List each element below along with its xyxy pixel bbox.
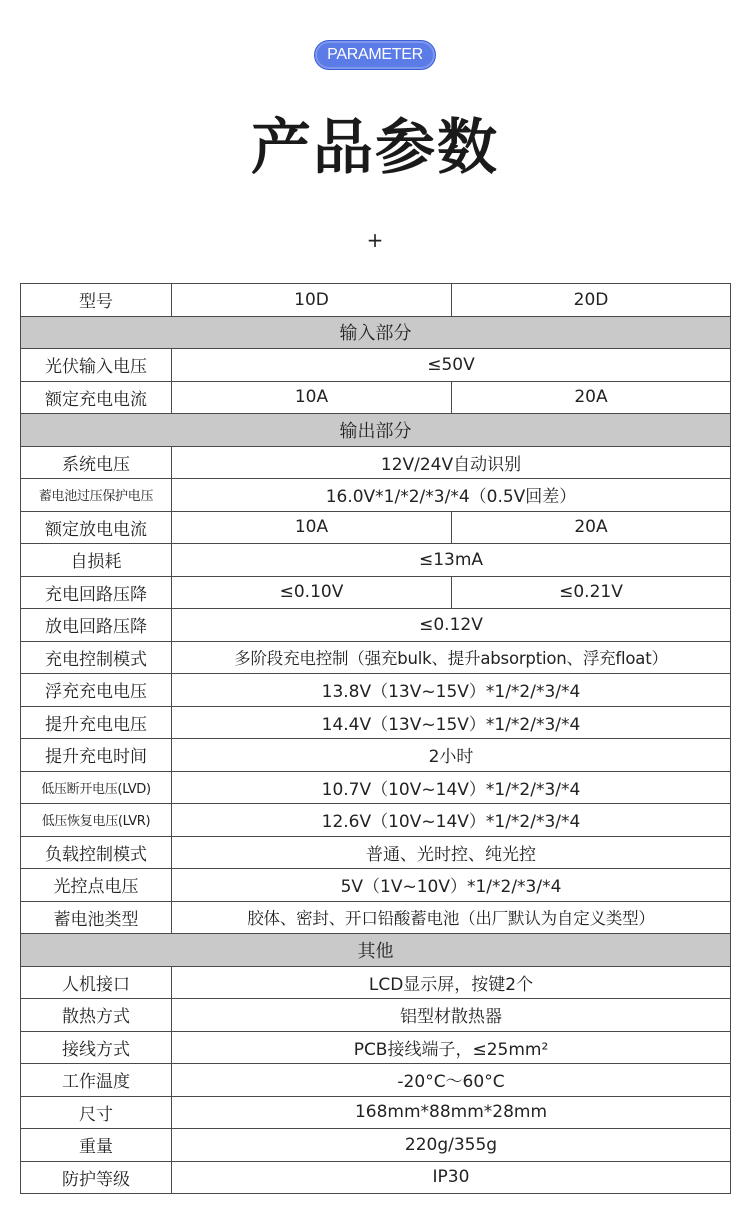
model-20d: 20D xyxy=(452,284,731,317)
table-row xyxy=(21,1031,731,1064)
row-label: 重量 xyxy=(21,1129,172,1162)
row-label: 工作温度 xyxy=(21,1064,172,1097)
row-label: 充电回路压降 xyxy=(21,576,172,609)
row-value-10d: 10A xyxy=(172,511,452,544)
parameter-table xyxy=(20,283,731,1194)
row-label: 放电回路压降 xyxy=(21,609,172,642)
parameter-badge: PARAMETER xyxy=(314,40,436,70)
table-row xyxy=(21,901,731,934)
row-value-20d: 20A xyxy=(452,511,731,544)
row-label: 提升充电电压 xyxy=(21,706,172,739)
row-value: 胶体、密封、开口铅酸蓄电池（出厂默认为自定义类型） xyxy=(172,901,731,934)
table-row xyxy=(21,966,731,999)
table-row xyxy=(21,511,731,544)
row-label: 自损耗 xyxy=(21,544,172,577)
row-label: 额定放电电流 xyxy=(21,511,172,544)
row-label: 负载控制模式 xyxy=(21,836,172,869)
row-value: 普通、光时控、纯光控 xyxy=(172,836,731,869)
table-row xyxy=(21,576,731,609)
section-header-row xyxy=(21,934,731,967)
row-value: 14.4V（13V~15V）*1/*2/*3/*4 xyxy=(172,706,731,739)
table-row xyxy=(21,999,731,1032)
table-row xyxy=(21,674,731,707)
row-label: 防护等级 xyxy=(21,1161,172,1194)
table-header-row xyxy=(21,284,731,317)
row-value: 2小时 xyxy=(172,739,731,772)
table-row xyxy=(21,349,731,382)
row-value-10d: 10A xyxy=(172,381,452,414)
plus-icon: + xyxy=(366,228,384,252)
model-10d: 10D xyxy=(172,284,452,317)
table-row xyxy=(21,609,731,642)
table-row xyxy=(21,706,731,739)
row-value: ≤13mA xyxy=(172,544,731,577)
row-label: 接线方式 xyxy=(21,1031,172,1064)
table-row xyxy=(21,1129,731,1162)
parameter-table-body xyxy=(21,284,731,1194)
table-row xyxy=(21,1096,731,1129)
row-label: 人机接口 xyxy=(21,966,172,999)
row-label: 系统电压 xyxy=(21,446,172,479)
row-value: -20°C～60°C xyxy=(172,1064,731,1097)
row-label: 提升充电时间 xyxy=(21,739,172,772)
table-row xyxy=(21,446,731,479)
row-value: 168mm*88mm*28mm xyxy=(172,1096,731,1129)
row-label: 散热方式 xyxy=(21,999,172,1032)
model-label: 型号 xyxy=(21,284,172,317)
row-label: 浮充充电电压 xyxy=(21,674,172,707)
row-value-20d: ≤0.21V xyxy=(452,576,731,609)
page-title: 产品参数 xyxy=(251,113,499,183)
row-label: 低压断开电压(LVD) xyxy=(21,771,172,804)
table-row xyxy=(21,381,731,414)
row-label: 尺寸 xyxy=(21,1096,172,1129)
row-value: PCB接线端子，≤25mm² xyxy=(172,1031,731,1064)
row-value: LCD显示屏，按键2个 xyxy=(172,966,731,999)
row-label: 光控点电压 xyxy=(21,869,172,902)
row-value: ≤0.12V xyxy=(172,609,731,642)
row-value: 12V/24V自动识别 xyxy=(172,446,731,479)
row-value: 13.8V（13V~15V）*1/*2/*3/*4 xyxy=(172,674,731,707)
table-row xyxy=(21,869,731,902)
row-label: 额定充电电流 xyxy=(21,381,172,414)
row-value: 220g/355g xyxy=(172,1129,731,1162)
row-value: 10.7V（10V~14V）*1/*2/*3/*4 xyxy=(172,771,731,804)
table-row xyxy=(21,771,731,804)
section-title: 输入部分 xyxy=(21,316,731,349)
row-value: ≤50V xyxy=(172,349,731,382)
row-label: 蓄电池过压保护电压 xyxy=(21,479,172,512)
row-value: 铝型材散热器 xyxy=(172,999,731,1032)
section-title: 输出部分 xyxy=(21,414,731,447)
row-value: 12.6V（10V~14V）*1/*2/*3/*4 xyxy=(172,804,731,837)
row-value: 16.0V*1/*2/*3/*4（0.5V回差） xyxy=(172,479,731,512)
section-header-row xyxy=(21,316,731,349)
table-row xyxy=(21,1161,731,1194)
row-value-20d: 20A xyxy=(452,381,731,414)
row-label: 充电控制模式 xyxy=(21,641,172,674)
table-row xyxy=(21,739,731,772)
row-label: 低压恢复电压(LVR) xyxy=(21,804,172,837)
table-row xyxy=(21,479,731,512)
row-label: 光伏输入电压 xyxy=(21,349,172,382)
row-value-10d: ≤0.10V xyxy=(172,576,452,609)
section-header-row xyxy=(21,414,731,447)
table-row xyxy=(21,804,731,837)
row-label: 蓄电池类型 xyxy=(21,901,172,934)
row-value: IP30 xyxy=(172,1161,731,1194)
table-row xyxy=(21,836,731,869)
row-value: 多阶段充电控制（强充bulk、提升absorption、浮充float） xyxy=(172,641,731,674)
table-row xyxy=(21,544,731,577)
table-row xyxy=(21,641,731,674)
row-value: 5V（1V~10V）*1/*2/*3/*4 xyxy=(172,869,731,902)
section-title: 其他 xyxy=(21,934,731,967)
table-row xyxy=(21,1064,731,1097)
